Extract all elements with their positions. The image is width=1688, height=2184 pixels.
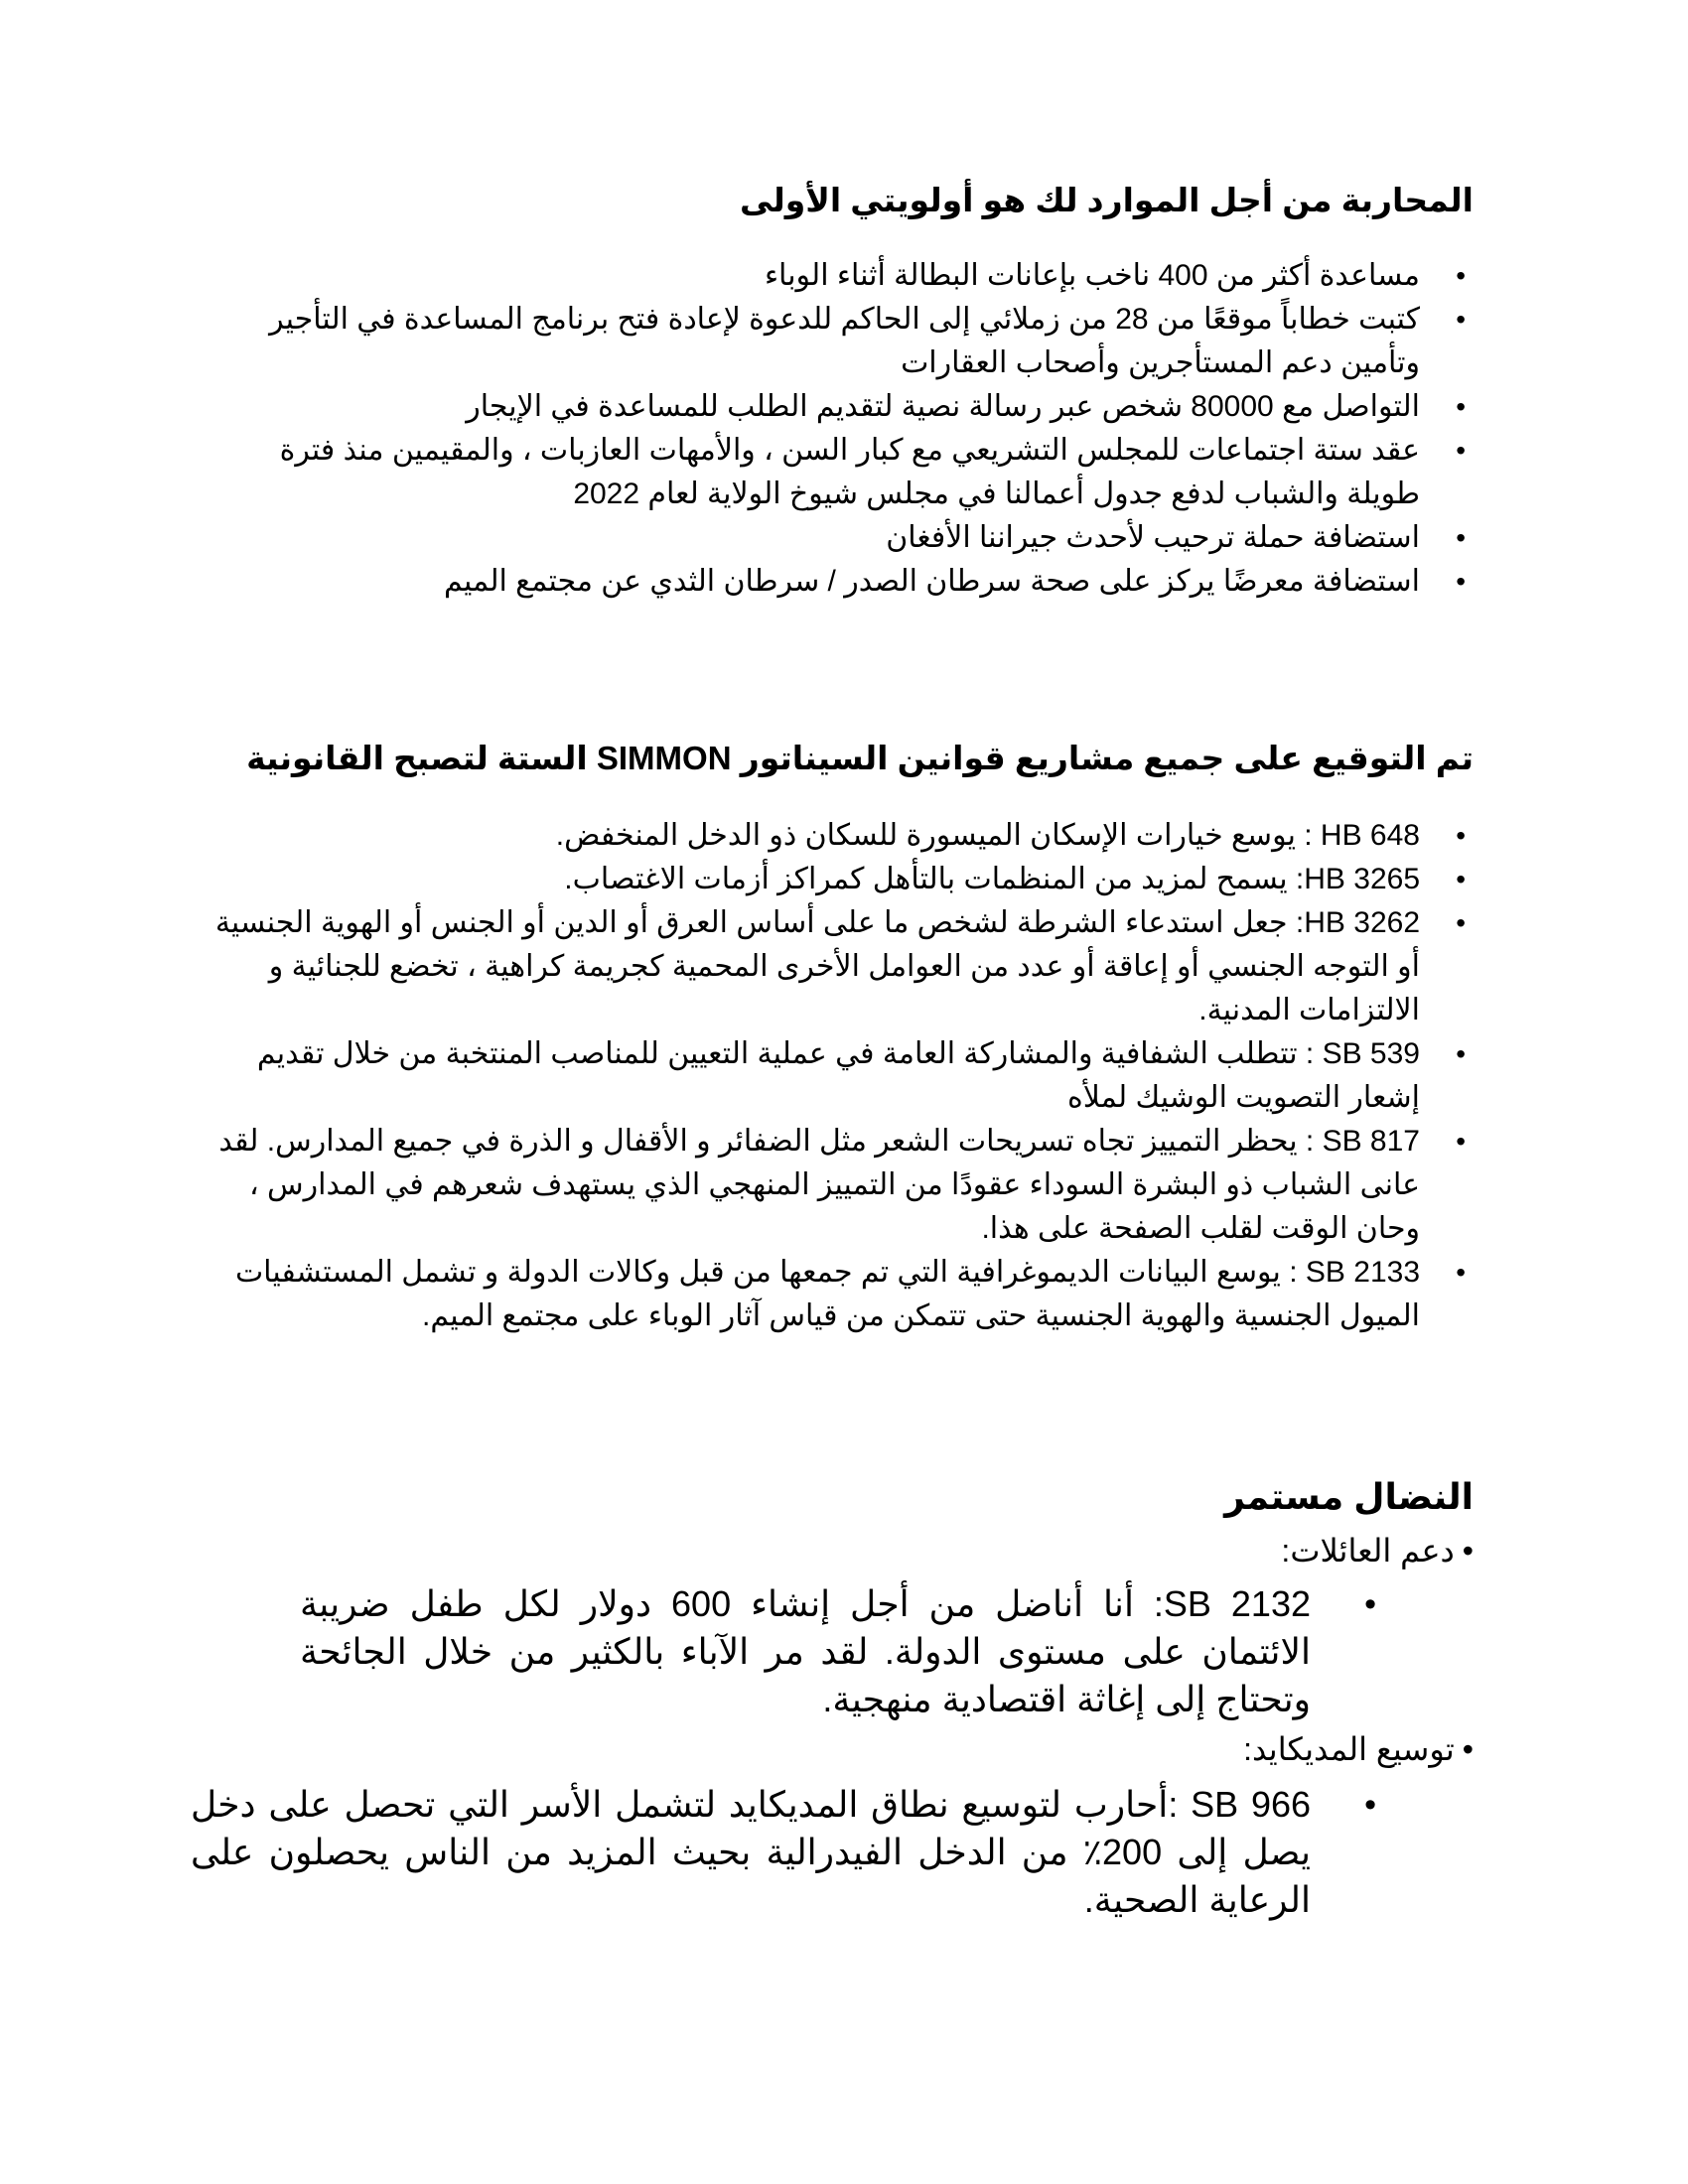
list-item: • عقد ستة اجتماعات للمجلس التشريعي مع كبار السن ، والأمهات العازبات ، والمقيمين منذ فترة طويلة والشباب لدفع جدول أعمالنا في مجلس شيوخ الولاية لعام 2022 bbox=[209, 429, 1474, 516]
medicaid-label bbox=[1243, 1727, 1474, 1771]
list-item: • استضافة معرضًا يركز على صحة سرطان الصدر / سرطان الثدي عن مجتمع الميم bbox=[209, 560, 1474, 604]
section-heading-resources: المحاربة من أجل الموارد لك هو أولويتي الأولى bbox=[739, 182, 1474, 218]
list-item: • SB 2132: أنا أناضل من أجل إنشاء 600 دولار لكل طفل ضريبة الائتمان على مستوى الدولة. لقد مر الآباء بالكثير من خلال الجائحة وتحتاج إلى إغاثة اقتصادية منهجية. bbox=[300, 1580, 1342, 1723]
list-item: • SB 539 : تتطلب الشفافية والمشاركة العامة في عملية التعيين للمناصب المنتخبة من خلال تقديم إشعار التصويت الوشيك لملأه bbox=[209, 1032, 1474, 1120]
section-heading-bills-signed: تم التوقيع على جميع مشاريع قوانين السيناتور SIMMON الستة لتصبح القانونية bbox=[246, 740, 1474, 776]
resources-list bbox=[209, 254, 1474, 604]
families-label-text: دعم العائلات: bbox=[1281, 1533, 1455, 1569]
families-list bbox=[300, 1580, 1342, 1723]
list-item: • التواصل مع 80000 شخص عبر رسالة نصية لتقديم الطلب للمساعدة في الإيجار bbox=[209, 385, 1474, 429]
medicaid-bullet: • bbox=[1462, 1731, 1474, 1767]
medicaid-label-text: توسيع المديكايد: bbox=[1243, 1731, 1455, 1767]
list-item: • مساعدة أكثر من 400 ناخب بإعانات البطالة أثناء الوباء bbox=[209, 254, 1474, 298]
list-item: • HB 3262: جعل استدعاء الشرطة لشخص ما على أساس العرق أو الدين أو الجنس أو الهوية الجنسية أو التوجه الجنسي أو إعاقة أو عدد من العوامل الأخرى المحمية كجريمة كراهية ، تخضع للجنائية و الالتزامات المدنية. bbox=[209, 901, 1474, 1032]
list-item: • SB 2133 : يوسع البيانات الديموغرافية التي تم جمعها من قبل وكالات الدولة و تشمل المستشفيات الميول الجنسية والهوية الجنسية حتى تتمكن من قياس آثار الوباء على مجتمع الميم. bbox=[209, 1251, 1474, 1338]
list-item: • HB 3265: يسمح لمزيد من المنظمات بالتأهل كمراكز أزمات الاغتصاب. bbox=[209, 858, 1474, 901]
section-heading-struggle: النضال مستمر bbox=[1224, 1476, 1474, 1517]
bills-list bbox=[209, 814, 1474, 1338]
list-item: • استضافة حملة ترحيب لأحدث جيراننا الأفغان bbox=[209, 516, 1474, 560]
list-item: • SB 817 : يحظر التمييز تجاه تسريحات الشعر مثل الضفائر و الأقفال و الذرة في جميع المدارس. لقد عانى الشباب ذو البشرة السوداء عقودًا من التمييز المنهجي الذي يستهدف شعرهم في المدارس ، وحان الوقت لقلب الصفحة على هذا. bbox=[209, 1120, 1474, 1251]
families-bullet: • bbox=[1462, 1533, 1474, 1569]
medicaid-list bbox=[191, 1781, 1342, 1924]
list-item: • HB 648 : يوسع خيارات الإسكان الميسورة للسكان ذو الدخل المنخفض. bbox=[209, 814, 1474, 858]
list-item: • كتبت خطاباً موقعًا من 28 من زملائي إلى الحاكم للدعوة لإعادة فتح برنامج المساعدة في التأجير وتأمين دعم المستأجرين وأصحاب العقارات bbox=[209, 298, 1474, 385]
list-item: • SB 966 :أحارب لتوسيع نطاق المديكايد لتشمل الأسر التي تحصل على دخل يصل إلى 200٪ من الدخل الفيدرالية بحيث المزيد من الناس يحصلون على الرعاية الصحية. bbox=[191, 1781, 1342, 1924]
families-label bbox=[1281, 1529, 1474, 1572]
